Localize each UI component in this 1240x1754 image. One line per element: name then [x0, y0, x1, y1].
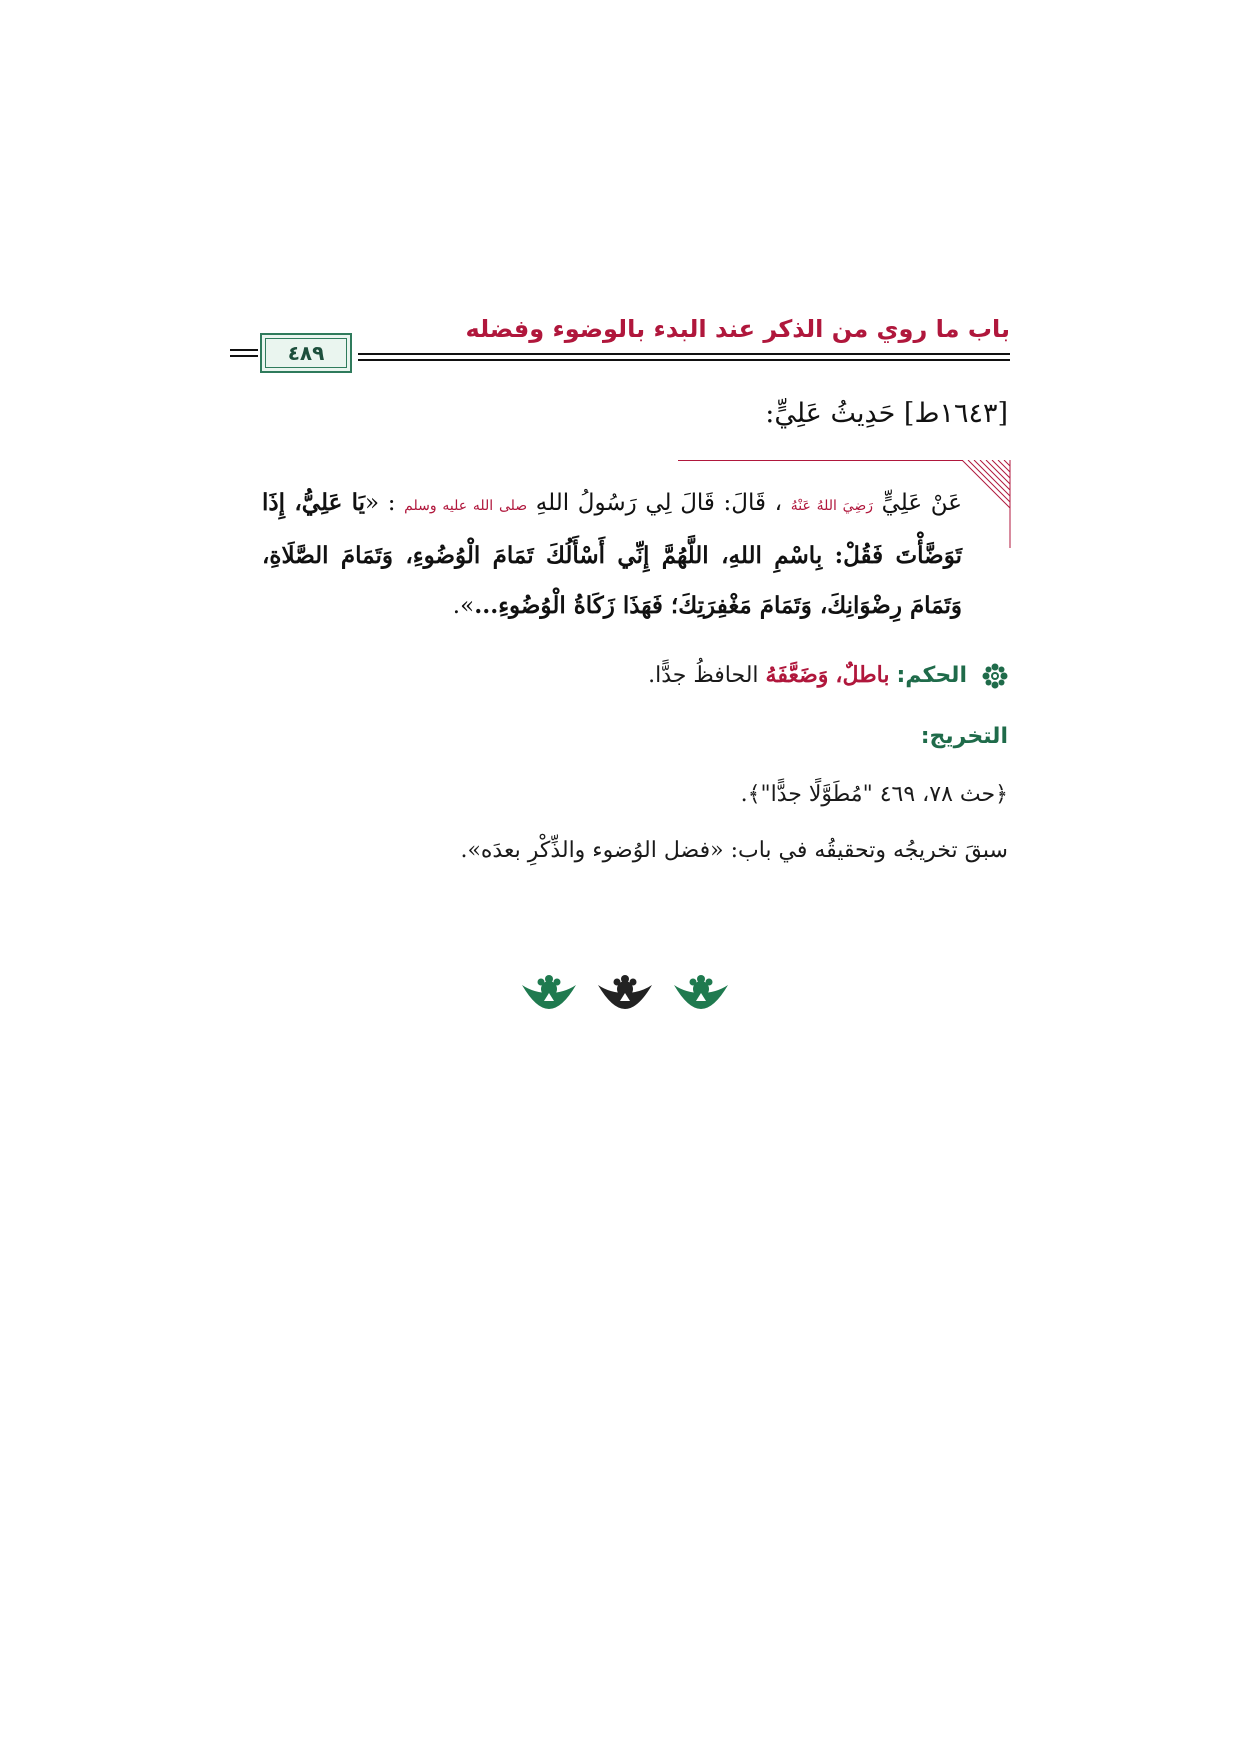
takhrij-note: سبقَ تخريجُه وتحقيقُه في باب: «فضل الوُضوء والذِّكْرِ بعدَه». [460, 838, 1008, 863]
honorific-ra: رَضِيَ اللهُ عَنْهُ [790, 498, 873, 514]
heading-rule [678, 460, 963, 461]
hadith-mid: ، قَالَ: قَالَ لِي رَسُولُ اللهِ [535, 490, 783, 516]
ruling-value-2: وَضَعَّفَهُ [765, 662, 829, 688]
takhrij-title: التخريج: [920, 724, 1008, 749]
header-rule-right-2 [358, 359, 1010, 361]
end-ornament-icon [672, 971, 730, 1011]
page-header [230, 315, 1010, 377]
ruling-value-1: باطلٌ، [835, 662, 890, 688]
flower-ornament-icon [982, 663, 1008, 689]
hadith-text [262, 478, 962, 631]
hadith-heading: [١٦٤٣ط] حَدِيثُ عَلِيٍّ: [765, 398, 1008, 429]
page-number: ٤٨٩ [287, 341, 325, 365]
hadith-colon: : « [365, 490, 396, 516]
ruling-rest: الحافظُ جدًّا. [648, 663, 759, 688]
end-ornament-icon [596, 971, 654, 1011]
end-ornaments [520, 968, 730, 1014]
page-number-frame [260, 333, 352, 373]
hadith-end: ». [452, 593, 475, 619]
hadith-prophetic-words: يَا عَلِيُّ، إِذَا تَوَضَّأْتَ فَقُلْ: بِاسْمِ اللهِ، اللَّهُمَّ إِنِّي أَسْأَلُكَ تَمَامَ الْوُضُوءِ، وَتَمَامَ الصَّلَاةِ، وَتَمَامَ رِضْوَانِكَ، وَتَمَامَ مَغْفِرَتِكَ؛ فَهَذَا زَكَاةُ الْوُضُوءِ... [262, 489, 962, 619]
end-ornament-icon [520, 971, 578, 1011]
header-rule-left-2 [230, 355, 258, 357]
ruling-line [648, 662, 1008, 689]
honorific-saw: صلى الله عليه وسلم [404, 498, 528, 514]
running-title: باب ما روي من الذكر عند البدء بالوضوء وفضله [465, 315, 1010, 343]
ruling-label: الحكم: [896, 663, 967, 688]
header-rule-left [230, 349, 258, 351]
takhrij-reference: ﴿حث ٧٨، ٤٦٩ "مُطَوَّلًا جدًّا"﴾. [740, 782, 1008, 807]
header-rule-right [358, 353, 1010, 355]
hadith-intro: عَنْ عَلِيٍّ [881, 490, 963, 516]
